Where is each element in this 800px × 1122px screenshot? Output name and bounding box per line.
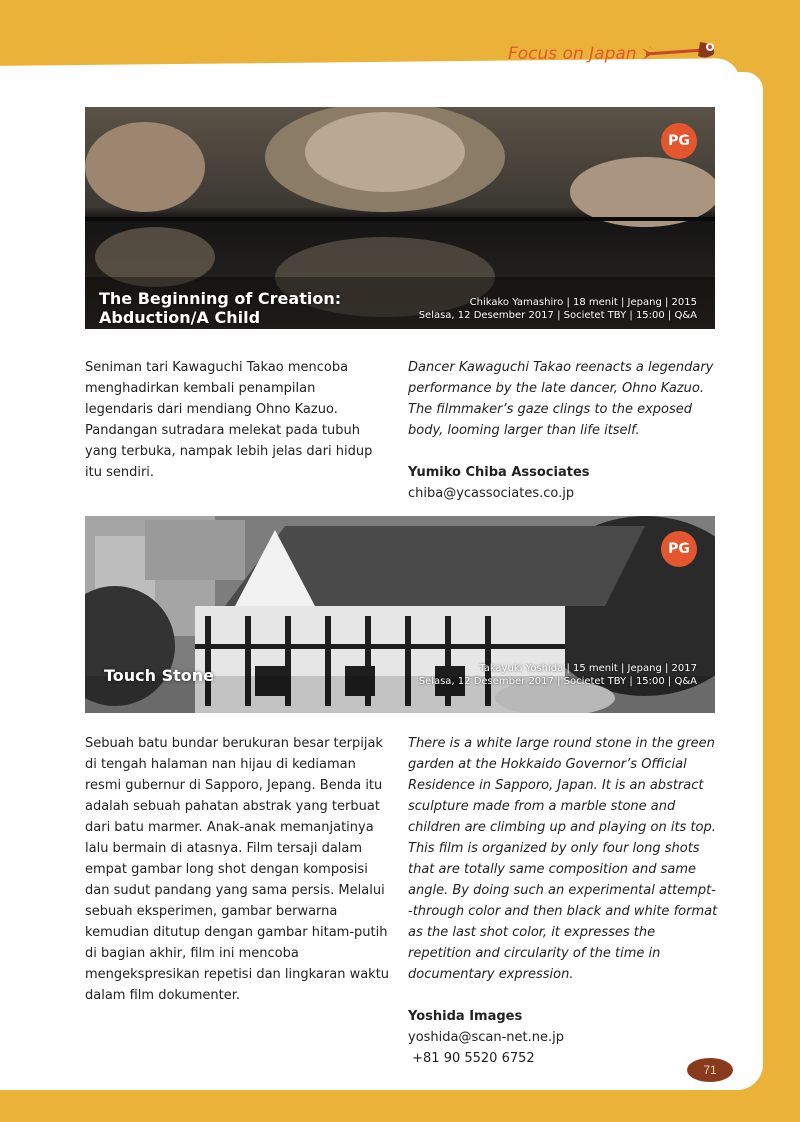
film-still-1: [85, 107, 715, 329]
film-meta: [419, 296, 697, 322]
contact-email[interactable]: chiba@ycassociates.co.jp: [408, 486, 575, 501]
synopsis-id: Seniman tari Kawaguchi Takao mencoba menghadirkan kembali penampilan legendaris dari mendiang Ohno Kazuo. Pandangan sutradara melekat pada tubuh yang terbuka, nampak lebih jelas dari hidup itu sendiri.: [85, 360, 373, 480]
section-label: Focus on Japan: [508, 44, 637, 64]
synopsis-en: [408, 357, 718, 504]
arrow-icon: [640, 38, 720, 68]
film-meta: [419, 662, 697, 688]
synopsis-en: [408, 733, 718, 1069]
synopsis-en-text: There is a white large round stone in the green garden at the Hokkaido Governor’s Official Residence in Sapporo, Japan. It is an abstract sculpture made from a marble stone and children are climbing up and playing on its top. This film is organized by only four long shots that are totally same composition and same angle. By doing such an experimental attempt--through color and then black and white format as the last shot color, it expresses the repetition and circularity of the time in documentary expression.: [408, 736, 718, 982]
film-meta-credits: Takayuki Yoshida | 15 menit | Jepang | 2017: [479, 663, 697, 674]
synopsis-en-text: Dancer Kawaguchi Takao reenacts a legendary performance by the late dancer, Ohno Kazuo. The filmmaker’s gaze clings to the exposed body, looming larger than life itself.: [408, 360, 714, 438]
rating-badge: PG: [661, 123, 697, 159]
contact-email[interactable]: yoshida@scan-net.ne.jp: [408, 1030, 565, 1045]
film-meta-credits: Chikako Yamashiro | 18 menit | Jepang | 2015: [469, 297, 697, 308]
film-still-2: [85, 516, 715, 713]
contact-name: Yoshida Images: [408, 1009, 523, 1024]
film-meta-screening: Selasa, 12 Desember 2017 | Societet TBY | 15:00 | Q&A: [418, 676, 697, 687]
film-meta-screening: Selasa, 12 Desember 2017 | Societet TBY | 15:00 | Q&A: [418, 310, 697, 321]
contact-phone: +81 90 5520 6752: [408, 1051, 535, 1066]
film-title-line1: The Beginning of Creation:: [99, 289, 342, 308]
film-title: Touch Stone: [104, 666, 215, 685]
rating-badge: PG: [661, 531, 697, 567]
film-title-line2: Abduction/A Child: [99, 308, 261, 327]
contact-name: Yumiko Chiba Associates: [408, 465, 590, 480]
synopsis-id: Sebuah batu bundar berukuran besar terpijak di tengah halaman nan hijau di kediaman resmi gubernur di Sapporo, Jepang. Benda itu adalah sebuah pahatan abstrak yang terbuat dari batu marmer. Anak-anak memanjatinya lalu bermain di atasnya. Film tersaji dalam empat gambar long shot dengan komposisi dan sudut pandang yang sama persis. Melalui sebuah eksperimen, gambar berwarna kemudian ditutup dengan gambar hitam-putih di bagian akhir, film ini mencoba mengekspresikan repetisi dan lingkaran waktu dalam film dokumenter.: [85, 736, 390, 1003]
page-number: 71: [687, 1058, 733, 1082]
film-title: [99, 289, 341, 327]
